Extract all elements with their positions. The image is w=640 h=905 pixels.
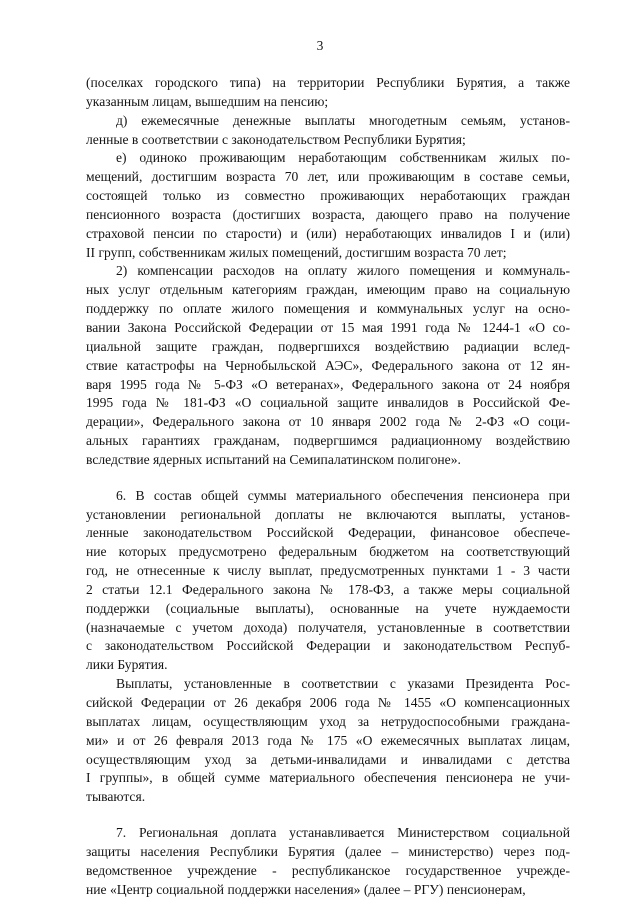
text-line: страховой пенсии по старости) и (или) неработающих инвалидов I и (или) <box>86 225 570 241</box>
paragraph-item-2 <box>86 262 570 469</box>
page-number: 3 <box>316 38 324 53</box>
text-line: Выплаты, установленные в соответствии с указами Президента Рос- <box>116 676 570 692</box>
text-line: выплатах лицам, осуществляющим уход за нетрудоспособными граждана- <box>86 713 570 729</box>
text-line: 7. Региональная доплата устанавливается Министерством социальной <box>116 825 570 841</box>
text-line: 1995 года № 181-ФЗ «О социальной защите инвалидов в Российской Фе- <box>86 395 570 411</box>
text-line: ных услуг отдельным категориям граждан, имеющим право на социальную <box>86 282 570 298</box>
paragraph-section-6-b <box>86 675 570 807</box>
text-line: 2 статьи 12.1 Федерального закона № 178-ФЗ, а также меры социальной <box>86 581 570 597</box>
text-line: ние которых предусмотрено федеральным бюджетом на соответствующий <box>86 544 570 560</box>
text-line: ми» и от 26 февраля 2013 года № 175 «О ежемесячных выплатах лицам, <box>86 732 570 748</box>
text-line: сийской Федерации от 26 декабря 2006 года № 1455 «О компенсационных <box>86 695 570 710</box>
text-line: вследствие ядерных испытаний на Семипалатинском полигоне». <box>86 451 461 467</box>
text-line: циальной защите граждан, подвергшихся воздействию радиации вслед- <box>86 338 570 354</box>
text-line: ствие катастрофы на Чернобыльской АЭС», Федерального закона от 12 ян- <box>86 357 570 373</box>
text-line: указанным лицам, вышедшим на пенсию; <box>86 93 329 109</box>
text-line: ленные законодательством Российской Федерации, финансовое обеспече- <box>86 525 570 541</box>
text-line: лики Бурятия. <box>86 657 168 673</box>
text-line: 6. В состав общей суммы материального обеспечения пенсионера при <box>116 487 570 503</box>
paragraph-section-6 <box>86 487 570 675</box>
text-line: мещений, достигшим возраста 70 лет, или проживающим в составе семьи, <box>86 169 570 185</box>
text-line: установлении региональной доплаты не включаются выплаты, установ- <box>86 506 570 522</box>
text-line: (поселках городского типа) на территории Республики Бурятия, а также <box>86 75 570 90</box>
text-line: I группы», в общей сумме материального обеспечения пенсионера не учи- <box>86 770 570 786</box>
text-line: год, не отнесенные к числу выплат, предусмотренных пунктами 1 - 3 части <box>86 563 570 579</box>
paragraph-cont-g <box>86 74 570 112</box>
paragraph-section-7 <box>86 824 570 899</box>
paragraph-gap <box>86 470 570 487</box>
paragraph-item-e <box>86 149 570 262</box>
text-line: пенсионного возраста (достигших возраста, дающего право на получение <box>86 206 570 222</box>
text-line: осуществляющим уход за детьми-инвалидами и инвалидами с детства <box>86 751 570 767</box>
document-body <box>86 74 570 899</box>
text-line: с законодательством Российской Федерации и законодательством Респуб- <box>86 638 570 654</box>
text-line: д) ежемесячные денежные выплаты многодетным семьям, установ- <box>116 112 570 128</box>
text-line: тываются. <box>86 789 146 805</box>
paragraph-gap <box>86 807 570 824</box>
text-line: ние «Центр социальной поддержки населения» (далее – РГУ) пенсионерам, <box>86 881 526 897</box>
text-line: состоящей только из совместно проживающих неработающих граждан <box>86 188 570 204</box>
text-line: ведомственное учреждение - республиканское государственное учрежде- <box>86 862 570 878</box>
text-line: дерации», Федерального закона от 10 января 2002 года № 2-ФЗ «О соци- <box>86 414 570 430</box>
text-line: вании Закона Российской Федерации от 15 мая 1991 года № 1244-1 «О со- <box>86 319 570 335</box>
text-line: 2) компенсации расходов на оплату жилого помещения и коммуналь- <box>116 263 570 279</box>
text-line: ленные в соответствии с законодательством Республики Бурятия; <box>86 131 466 147</box>
text-line: е) одиноко проживающим неработающим собственникам жилых по- <box>116 150 570 166</box>
text-line: (назначаемые с учетом дохода) получателя, установленные в соответствии <box>86 619 570 635</box>
text-line: альных гарантиях гражданам, подвергшимся радиационному воздействию <box>86 433 570 449</box>
text-line: II групп, собственникам жилых помещений, достигшим возраста 70 лет; <box>86 244 507 260</box>
text-line: поддержку по оплате жилого помещения и коммунальных услуг на осно- <box>86 301 570 317</box>
text-line: поддержки (социальные выплаты), основанные на учете нуждаемости <box>86 600 570 616</box>
text-line: варя 1995 года № 5-ФЗ «О ветеранах», Федерального закона от 24 ноября <box>86 376 570 392</box>
paragraph-item-d <box>86 112 570 150</box>
text-line: защиты населения Республики Бурятия (далее – министерство) через под- <box>86 843 570 859</box>
